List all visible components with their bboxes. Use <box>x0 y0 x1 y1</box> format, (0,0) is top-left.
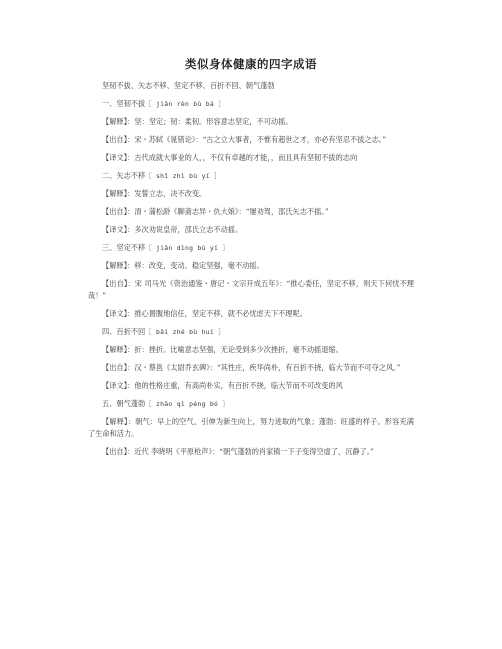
entry-heading <box>88 98 414 110</box>
entry-translation: 【译文】：古代成就大事业的人，，不仅有卓越的才能，，而且具有坚韧不拔的志向 <box>102 153 358 162</box>
entry-source: 【出自】：汉・蔡邕《太尉乔玄碑》：“其性庄，疾华尚朴，有百折不挠，临大节而不可夺之风。” <box>102 363 401 372</box>
entry-heading <box>88 242 414 254</box>
document-title: 类似身体健康的四字成语 <box>185 57 317 71</box>
entry-source: 【出自】：近代 李晓明《平原枪声》：“朝气蓬勃的肖家镇一下子变得空虚了，沉静了。” <box>102 447 374 456</box>
entry-explanation: 【解释】：发誓立志，决不改变。 <box>102 189 207 198</box>
entry-explanation: 【解释】：移：改变，变动。稳定坚强，毫不动摇。 <box>102 261 264 270</box>
entry-pinyin: ［ zhāo qì péng bó ］ <box>145 400 230 408</box>
entry-translation: 【译文】：推心置腹地信任，坚定不移，就不必忧虑天下不理呢。 <box>102 309 307 318</box>
entry-explanation: 【解释】：坚：坚定；韧：柔韧。形容意志坚定，不可动摇。 <box>102 117 293 126</box>
entry-source: 【出自】：宋 司马光《资治通鉴・唐记・文宗开成五年》：“推心委任，坚定不移，则天下何忧不理哉！” <box>88 279 414 300</box>
entry-heading <box>88 170 414 182</box>
entry-explanation: 【解释】：折：挫折。比喻意志坚强，无论受到多少次挫折，毫不动摇退缩。 <box>102 345 343 354</box>
entry-source: 【出自】：宋・苏轼《晁错论》：“古之立大事者，不惟有超世之才，亦必有坚忍不拔之志。” <box>102 135 387 144</box>
entry-heading-text: 五、朝气蓬勃 <box>102 399 146 408</box>
entry-heading <box>88 326 414 338</box>
entry-source: 【出自】：清・蒲松龄《聊斋志异・仇大娘》：“屡劝驾，邵氏矢志不摇。” <box>102 207 329 216</box>
intro-paragraph: 坚韧不拔、矢志不移、坚定不移、百折不回、朝气蓬勃 <box>102 81 275 90</box>
entry-translation: 【译文】：多次劝说皇帝，邵氏立志不动摇。 <box>102 225 243 234</box>
entry-pinyin: ［ jiān dìng bù yí ］ <box>145 244 230 252</box>
entry-translation: 【译文】：他的性格庄重，有高尚朴实，有百折不挠，临大节而不可改变的风 <box>102 381 343 390</box>
entry-heading <box>88 398 414 410</box>
entry-explanation: 【解释】：朝气：早上的空气，引伸为新生向上，努力进取的气象；蓬勃：旺盛的样子。形容充满了生命和活力。 <box>88 417 414 438</box>
entry-pinyin: ［ jiān rèn bù bá ］ <box>145 100 225 108</box>
entry-heading-text: 二、矢志不移 <box>102 171 146 180</box>
entry-pinyin: ［ shǐ zhì bù yí ］ <box>145 172 221 180</box>
entry-heading-text: 三、坚定不移 <box>102 243 146 252</box>
entry-heading-text: 四、百折不回 <box>102 327 146 336</box>
entry-heading-text: 一、坚韧不拔 <box>102 99 146 108</box>
entry-pinyin: ［ bǎi zhé bù huí ］ <box>145 328 225 336</box>
